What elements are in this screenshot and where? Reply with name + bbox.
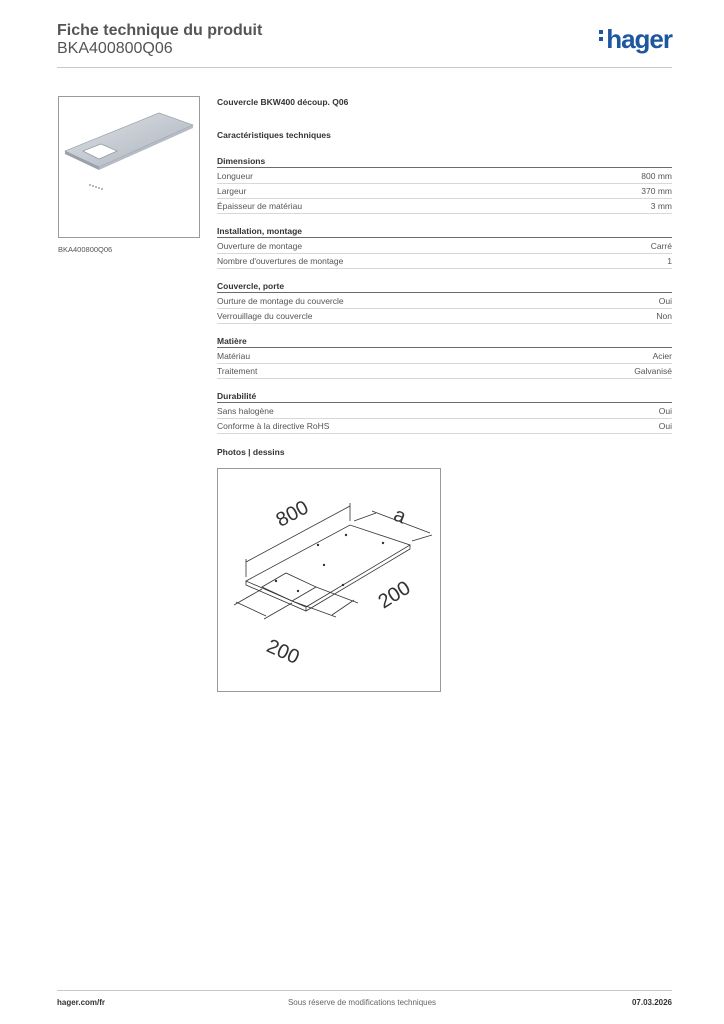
cutout-depth-label: 200 xyxy=(263,635,303,669)
spec-column xyxy=(217,96,672,458)
spec-value: Oui xyxy=(658,406,672,416)
spec-value: 3 mm xyxy=(650,201,672,211)
technical-drawing xyxy=(217,468,441,692)
spec-group-material xyxy=(217,335,672,379)
cover-plate-icon xyxy=(59,97,199,237)
spec-row xyxy=(217,169,672,184)
spec-label: Épaisseur de matériau xyxy=(217,201,303,211)
spec-label: Ouverture de montage xyxy=(217,241,303,251)
spec-label: Longueur xyxy=(217,171,253,181)
spec-value: Acier xyxy=(652,351,672,361)
spec-row xyxy=(217,294,672,309)
spec-value: Oui xyxy=(658,421,672,431)
spec-label: Traitement xyxy=(217,366,258,376)
spec-label: Largeur xyxy=(217,186,247,196)
brand-logo xyxy=(599,26,672,52)
spec-row xyxy=(217,239,672,254)
spec-label: Matériau xyxy=(217,351,251,361)
page-title: Fiche technique du produit xyxy=(57,22,263,39)
spec-row xyxy=(217,254,672,269)
thumbnail-caption: BKA400800Q06 xyxy=(58,245,113,254)
spec-group-dimensions xyxy=(217,155,672,214)
spec-value: Non xyxy=(656,311,672,321)
spec-row xyxy=(217,349,672,364)
spec-row xyxy=(217,184,672,199)
spec-label: Verrouillage du couvercle xyxy=(217,311,313,321)
spec-value: Oui xyxy=(658,296,672,306)
spec-group-installation xyxy=(217,225,672,269)
spec-label: Ourture de montage du couvercle xyxy=(217,296,344,306)
group-title: Matière xyxy=(217,335,672,348)
spec-row xyxy=(217,364,672,379)
spec-row xyxy=(217,404,672,419)
spec-value: Carré xyxy=(650,241,672,251)
product-thumbnail xyxy=(58,96,200,238)
group-title: Couvercle, porte xyxy=(217,280,672,293)
length-dimension-label: 800 xyxy=(272,496,313,532)
brand-name: hager xyxy=(606,24,672,54)
footer-note: Sous réserve de modifications techniques xyxy=(287,998,437,1007)
spec-row xyxy=(217,419,672,434)
logo-dots-icon xyxy=(599,30,604,44)
spec-value: Galvanisé xyxy=(634,366,672,376)
dimension-drawing-icon xyxy=(218,469,440,691)
group-title: Durabilité xyxy=(217,390,672,403)
width-dimension-label: a xyxy=(390,503,410,529)
product-reference: BKA400800Q06 xyxy=(57,40,173,57)
footer-divider xyxy=(57,990,672,991)
group-title: Dimensions xyxy=(217,155,672,168)
spec-value: 1 xyxy=(667,256,672,266)
spec-label: Sans halogène xyxy=(217,406,274,416)
cutout-width-label: 200 xyxy=(374,576,415,614)
spec-value: 800 mm xyxy=(641,171,672,181)
photos-section-title: Photos | dessins xyxy=(217,447,285,457)
footer-website[interactable]: hager.com/fr xyxy=(57,998,106,1007)
footer-date: 07.03.2026 xyxy=(631,998,672,1007)
spec-value: 370 mm xyxy=(641,186,672,196)
spec-group-durability xyxy=(217,390,672,434)
spec-row xyxy=(217,309,672,324)
product-name: Couvercle BKW400 découp. Q06 xyxy=(217,97,349,107)
spec-label: Nombre d'ouvertures de montage xyxy=(217,256,344,266)
spec-label: Conforme à la directive RoHS xyxy=(217,421,330,431)
header-divider xyxy=(57,67,672,68)
group-title: Installation, montage xyxy=(217,225,672,238)
spec-row xyxy=(217,199,672,214)
spec-section-title: Caractéristiques techniques xyxy=(217,130,331,140)
spec-group-cover-door xyxy=(217,280,672,324)
